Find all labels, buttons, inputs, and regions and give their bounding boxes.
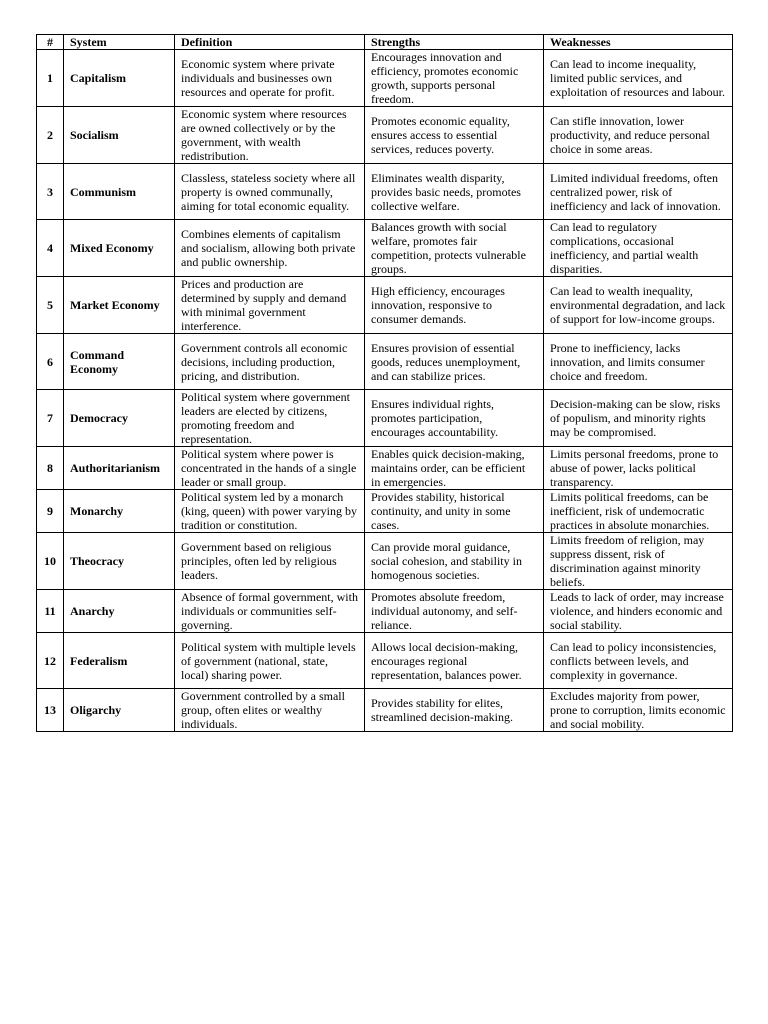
definition-cell: Economic system where private individuals and businesses own resources and operate for profit. (175, 50, 365, 107)
header-definition: Definition (175, 35, 365, 50)
table-row (37, 590, 733, 633)
strengths-cell: Promotes economic equality, ensures access to essential services, reduces poverty. (365, 107, 544, 164)
system-name: Federalism (64, 633, 175, 689)
table-row (37, 633, 733, 689)
definition-cell: Government controlled by a small group, often elites or wealthy individuals. (175, 689, 365, 732)
table-header-row (37, 35, 733, 50)
table-row (37, 390, 733, 447)
header-weaknesses: Weaknesses (544, 35, 733, 50)
row-number: 5 (37, 277, 64, 334)
system-name: Theocracy (64, 533, 175, 590)
table-row (37, 447, 733, 490)
definition-cell: Combines elements of capitalism and socialism, allowing both private and public ownership. (175, 220, 365, 277)
strengths-cell: High efficiency, encourages innovation, responsive to consumer demands. (365, 277, 544, 334)
definition-cell: Political system where government leaders are elected by citizens, promoting freedom and representation. (175, 390, 365, 447)
weaknesses-cell: Prone to inefficiency, lacks innovation, and limits consumer choice and freedom. (544, 334, 733, 390)
row-number: 2 (37, 107, 64, 164)
definition-cell: Classless, stateless society where all property is owned communally, aiming for total economic equality. (175, 164, 365, 220)
system-name: Monarchy (64, 490, 175, 533)
system-name: Mixed Economy (64, 220, 175, 277)
weaknesses-cell: Limits political freedoms, can be inefficient, risk of undemocratic practices in absolute monarchies. (544, 490, 733, 533)
strengths-cell: Provides stability, historical continuity, and unity in some cases. (365, 490, 544, 533)
system-name: Oligarchy (64, 689, 175, 732)
definition-cell: Government based on religious principles, often led by religious leaders. (175, 533, 365, 590)
row-number: 4 (37, 220, 64, 277)
table-row (37, 689, 733, 732)
strengths-cell: Provides stability for elites, streamlined decision-making. (365, 689, 544, 732)
weaknesses-cell: Can lead to regulatory complications, occasional inefficiency, and partial wealth disparities. (544, 220, 733, 277)
system-name: Capitalism (64, 50, 175, 107)
document-page (36, 34, 732, 732)
weaknesses-cell: Decision-making can be slow, risks of populism, and minority rights may be compromised. (544, 390, 733, 447)
weaknesses-cell: Limited individual freedoms, often centralized power, risk of inefficiency and lack of innovation. (544, 164, 733, 220)
row-number: 1 (37, 50, 64, 107)
row-number: 6 (37, 334, 64, 390)
definition-cell: Government controls all economic decisions, including production, pricing, and distribution. (175, 334, 365, 390)
table-row (37, 50, 733, 107)
definition-cell: Absence of formal government, with individuals or communities self-governing. (175, 590, 365, 633)
system-name: Socialism (64, 107, 175, 164)
header-strengths: Strengths (365, 35, 544, 50)
strengths-cell: Enables quick decision-making, maintains order, can be efficient in emergencies. (365, 447, 544, 490)
row-number: 12 (37, 633, 64, 689)
weaknesses-cell: Can lead to income inequality, limited public services, and exploitation of resources and labour. (544, 50, 733, 107)
row-number: 7 (37, 390, 64, 447)
strengths-cell: Eliminates wealth disparity, provides basic needs, promotes collective welfare. (365, 164, 544, 220)
weaknesses-cell: Can lead to policy inconsistencies, conflicts between levels, and complexity in governance. (544, 633, 733, 689)
table-row (37, 490, 733, 533)
strengths-cell: Encourages innovation and efficiency, promotes economic growth, supports personal freedom. (365, 50, 544, 107)
table-row (37, 533, 733, 590)
weaknesses-cell: Limits personal freedoms, prone to abuse of power, lacks political transparency. (544, 447, 733, 490)
strengths-cell: Promotes absolute freedom, individual autonomy, and self-reliance. (365, 590, 544, 633)
weaknesses-cell: Excludes majority from power, prone to corruption, limits economic and social mobility. (544, 689, 733, 732)
strengths-cell: Ensures individual rights, promotes participation, encourages accountability. (365, 390, 544, 447)
row-number: 3 (37, 164, 64, 220)
strengths-cell: Allows local decision-making, encourages regional representation, balances power. (365, 633, 544, 689)
system-name: Anarchy (64, 590, 175, 633)
row-number: 9 (37, 490, 64, 533)
definition-cell: Prices and production are determined by supply and demand with minimal government interference. (175, 277, 365, 334)
table-row (37, 107, 733, 164)
weaknesses-cell: Can lead to wealth inequality, environmental degradation, and lack of support for low-income groups. (544, 277, 733, 334)
header-number: # (37, 35, 64, 50)
system-name: Democracy (64, 390, 175, 447)
system-name: Authoritarianism (64, 447, 175, 490)
system-name: Communism (64, 164, 175, 220)
row-number: 13 (37, 689, 64, 732)
definition-cell: Economic system where resources are owned collectively or by the government, with wealth redistribution. (175, 107, 365, 164)
header-system: System (64, 35, 175, 50)
table-row (37, 164, 733, 220)
weaknesses-cell: Limits freedom of religion, may suppress dissent, risk of discrimination against minority beliefs. (544, 533, 733, 590)
row-number: 10 (37, 533, 64, 590)
systems-table (36, 34, 733, 732)
table-row (37, 334, 733, 390)
row-number: 11 (37, 590, 64, 633)
strengths-cell: Balances growth with social welfare, promotes fair competition, protects vulnerable groups. (365, 220, 544, 277)
weaknesses-cell: Can stifle innovation, lower productivity, and reduce personal choice in some areas. (544, 107, 733, 164)
system-name: Market Economy (64, 277, 175, 334)
row-number: 8 (37, 447, 64, 490)
system-name: Command Economy (64, 334, 175, 390)
definition-cell: Political system with multiple levels of government (national, state, local) sharing power. (175, 633, 365, 689)
weaknesses-cell: Leads to lack of order, may increase violence, and hinders economic and social stability. (544, 590, 733, 633)
table-row (37, 220, 733, 277)
table-row (37, 277, 733, 334)
definition-cell: Political system led by a monarch (king, queen) with power varying by tradition or constitution. (175, 490, 365, 533)
strengths-cell: Can provide moral guidance, social cohesion, and stability in homogenous societies. (365, 533, 544, 590)
definition-cell: Political system where power is concentrated in the hands of a single leader or small group. (175, 447, 365, 490)
strengths-cell: Ensures provision of essential goods, reduces unemployment, and can stabilize prices. (365, 334, 544, 390)
